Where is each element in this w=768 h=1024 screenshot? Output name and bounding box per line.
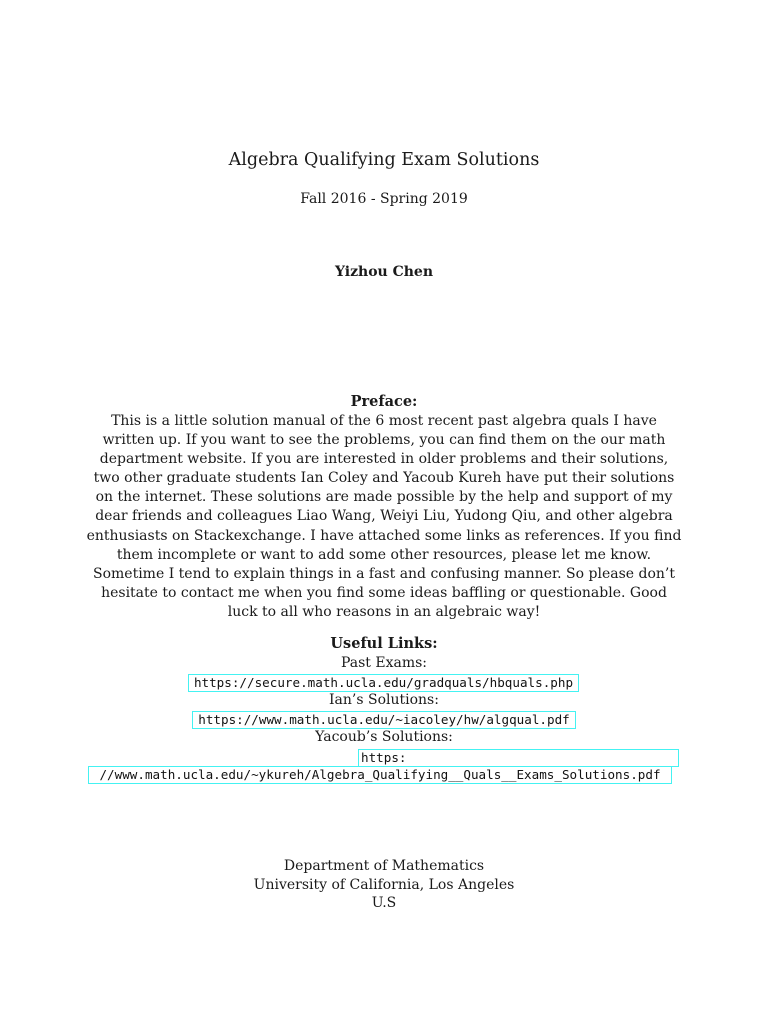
yacoub-solutions-link-part2[interactable]: //www.math.ucla.edu/~ykureh/Algebra_Qualifying__Quals__Exams_Solutions.pdf [88, 766, 672, 784]
university-name: University of California, Los Angeles [253, 876, 515, 893]
author-name: Yizhou Chen [335, 264, 433, 280]
yacoub-solutions-label: Yacoub’s Solutions: [315, 729, 453, 745]
past-exams-link[interactable]: https://secure.math.ucla.edu/gradquals/hbquals.php [188, 674, 579, 692]
past-exams-label: Past Exams: [340, 655, 428, 671]
affiliation-block [0, 857, 768, 913]
ian-solutions-label: Ian’s Solutions: [329, 692, 439, 708]
date-range: Fall 2016 - Spring 2019 [300, 191, 468, 207]
country-name: U.S [371, 895, 397, 911]
useful-links-heading: Useful Links: [330, 635, 438, 652]
yacoub-solutions-link-part1[interactable]: https: [358, 749, 679, 767]
ian-solutions-link[interactable]: https://www.math.ucla.edu/~iacoley/hw/algqual.pdf [192, 711, 576, 729]
preface-heading: Preface: [350, 393, 418, 410]
document-title: Algebra Qualifying Exam Solutions [228, 150, 540, 170]
department-name: Department of Mathematics [283, 858, 485, 874]
preface-body: This is a little solution manual of the 6 most recent past algebra quals I have written up. If you want to see the problems, you can find them on the our math department website. If you are interested in older problems and their solutions, two other graduate students Ian Coley and Yacoub Kureh have put their solutions on the internet. These solutions are made possible by the help and support of my dear friends and colleagues Liao Wang, Weiyi Liu, Yudong Qiu, and other algebra enthusiasts on Stackexchange. I have attached some links as references. If you find them incomplete or want to add some other resources, please let me know. Sometime I tend to explain things in a fast and confusing manner. So please don’t hesitate to contact me when you find some ideas baffling or questionable. Good luck to all who reasons in an algebraic way! [86, 413, 682, 620]
